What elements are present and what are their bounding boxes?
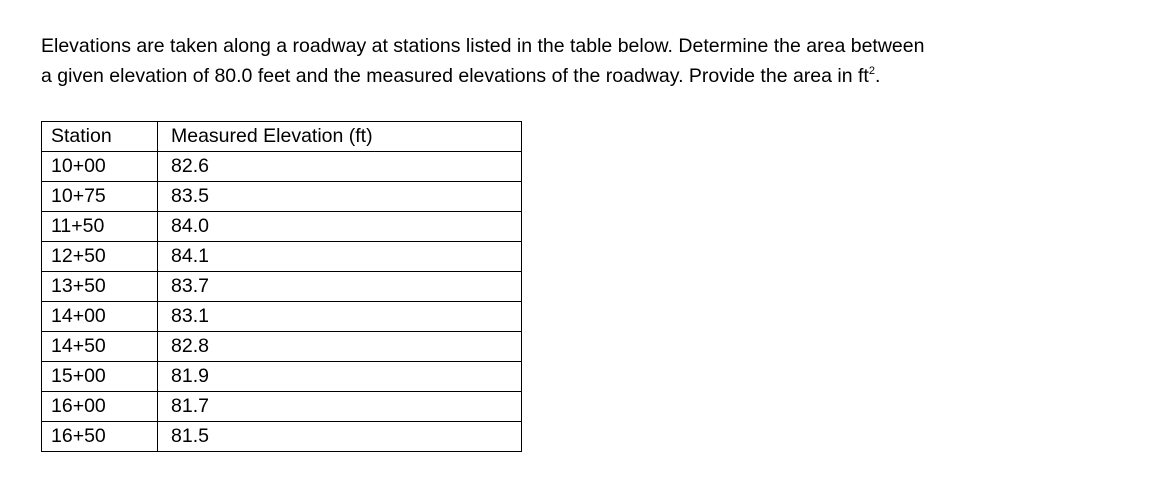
table-row xyxy=(42,212,522,242)
station-cell: 13+50 xyxy=(42,272,158,302)
elevation-cell: 83.1 xyxy=(158,302,522,332)
table-row xyxy=(42,302,522,332)
table-row xyxy=(42,272,522,302)
table-row xyxy=(42,362,522,392)
elevation-cell: 81.9 xyxy=(158,362,522,392)
station-cell: 10+00 xyxy=(42,152,158,182)
elevation-table xyxy=(41,121,522,452)
elevation-cell: 83.7 xyxy=(158,272,522,302)
elevation-cell: 83.5 xyxy=(158,182,522,212)
table-row xyxy=(42,332,522,362)
station-cell: 10+75 xyxy=(42,182,158,212)
table-row xyxy=(42,182,522,212)
elevation-cell: 81.5 xyxy=(158,422,522,452)
elevation-cell: 84.0 xyxy=(158,212,522,242)
station-cell: 16+50 xyxy=(42,422,158,452)
station-cell: 15+00 xyxy=(42,362,158,392)
problem-line-2-period: . xyxy=(874,65,881,87)
station-cell: 12+50 xyxy=(42,242,158,272)
problem-line-1: Elevations are taken along a roadway at stations listed in the table below. Determine the area between xyxy=(41,35,925,57)
superscript-exponent: 2 xyxy=(868,64,875,77)
table-row xyxy=(42,152,522,182)
elevation-cell: 82.6 xyxy=(158,152,522,182)
problem-line-2-text: a given elevation of 80.0 feet and the measured elevations of the roadway. Provide the area in ft xyxy=(41,65,869,87)
table-row xyxy=(42,422,522,452)
table-row xyxy=(42,242,522,272)
header-measured-elevation: Measured Elevation (ft) xyxy=(158,122,522,152)
station-cell: 14+50 xyxy=(42,332,158,362)
elevation-cell: 84.1 xyxy=(158,242,522,272)
station-cell: 16+00 xyxy=(42,392,158,422)
elevation-cell: 82.8 xyxy=(158,332,522,362)
table-header-row xyxy=(42,122,522,152)
station-cell: 14+00 xyxy=(42,302,158,332)
table-row xyxy=(42,392,522,422)
problem-statement xyxy=(41,31,1141,91)
station-cell: 11+50 xyxy=(42,212,158,242)
header-station: Station xyxy=(42,122,158,152)
elevation-cell: 81.7 xyxy=(158,392,522,422)
problem-line-2 xyxy=(41,61,1141,91)
